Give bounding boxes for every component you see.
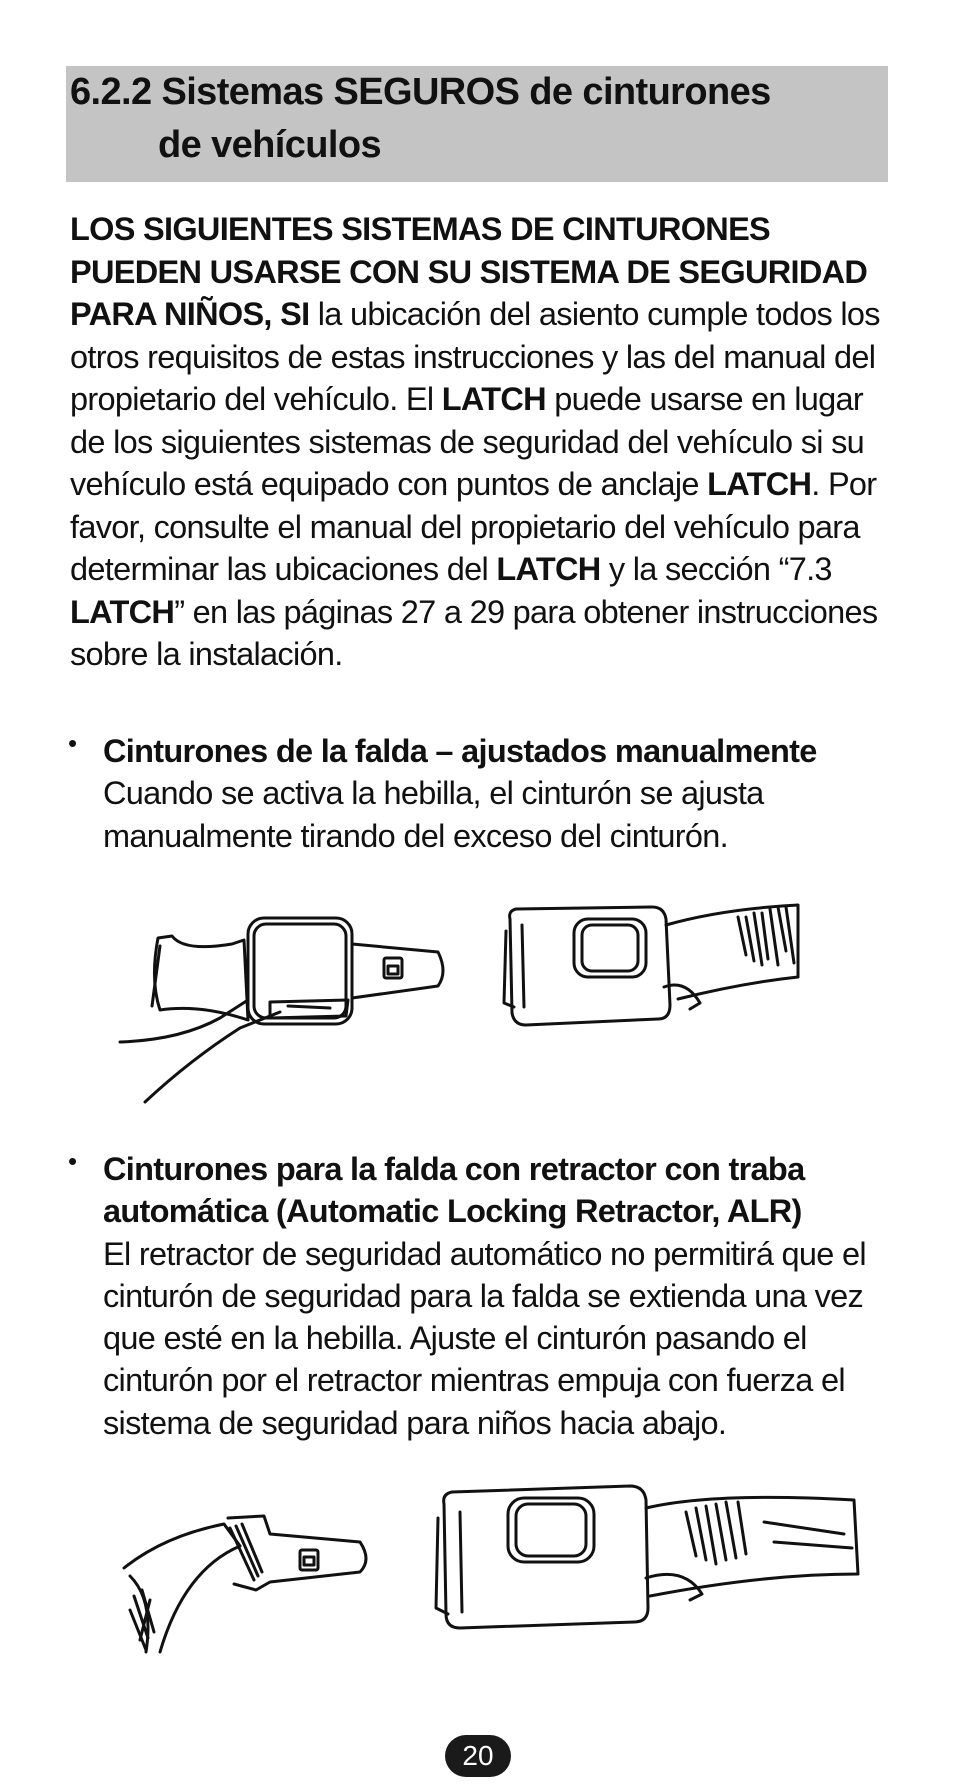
alr-buckle-icon: [434, 1478, 862, 1648]
latch-term-2: LATCH: [707, 466, 812, 502]
intro-text-4: y la sección “7.3: [600, 551, 832, 587]
bullet-title: Cinturones para la falda con retractor con traba automática (Automatic Locking Retractor, ALR): [103, 1151, 805, 1230]
latch-term-4: LATCH: [70, 593, 175, 630]
seat-belt-buckle-icon: [502, 895, 802, 1040]
intro-paragraph: [70, 208, 900, 676]
bullet-title: Cinturones de la falda – ajustados manualmente: [103, 733, 817, 769]
section-title-line2: de vehículos: [158, 124, 381, 166]
intro-lead: LOS SIGUIENTES SISTEMAS DE CINTURONES PUEDEN USARSE CON SU SISTEMA DE SEGURIDAD PARA NIÑOS, SI: [70, 211, 868, 332]
bullet-item-alr-lap-belt: [70, 1148, 900, 1444]
bullet-dot: •: [68, 1146, 77, 1176]
intro-text-5: ” en las páginas 27 a 29 para obtener instrucciones sobre la instalación.: [70, 593, 878, 672]
section-title: [70, 66, 880, 172]
bullet-text: Cuando se activa la hebilla, el cinturón se ajusta manualmente tirando del exceso del cinturón.: [103, 775, 764, 854]
alr-latch-plate-icon: [124, 1500, 374, 1655]
latch-term-1: LATCH: [441, 381, 546, 417]
page-number-badge: 20: [445, 1735, 511, 1777]
manual-lap-belt-latch-plate-icon: [120, 900, 450, 1115]
intro-text-1: la ubicación del asiento cumple todos los otros requisitos de estas instrucciones y las del manual del propietario del vehículo. El: [70, 296, 880, 417]
intro-text-3: . Por favor, consulte el manual del propietario del vehículo para determinar las ubicaciones del: [70, 466, 877, 587]
section-title-line1: 6.2.2 Sistemas SEGUROS de cinturones: [70, 71, 771, 113]
latch-term-3: LATCH: [496, 551, 601, 587]
bullet-item-manual-lap-belt: [70, 730, 900, 857]
bullet-text: El retractor de seguridad automático no permitirá que el cinturón de seguridad para la falda se extienda una vez que esté en la hebilla. Ajuste el cinturón pasando el cinturón por el retractor mientras empuja con fuerza el sistema de seguridad para niños hacia abajo.: [103, 1235, 866, 1441]
bullet-dot: •: [68, 728, 77, 758]
intro-text-2: puede usarse en lugar de los siguientes sistemas de seguridad del vehículo si su vehículo está equipado con puntos de anclaje: [70, 381, 865, 502]
